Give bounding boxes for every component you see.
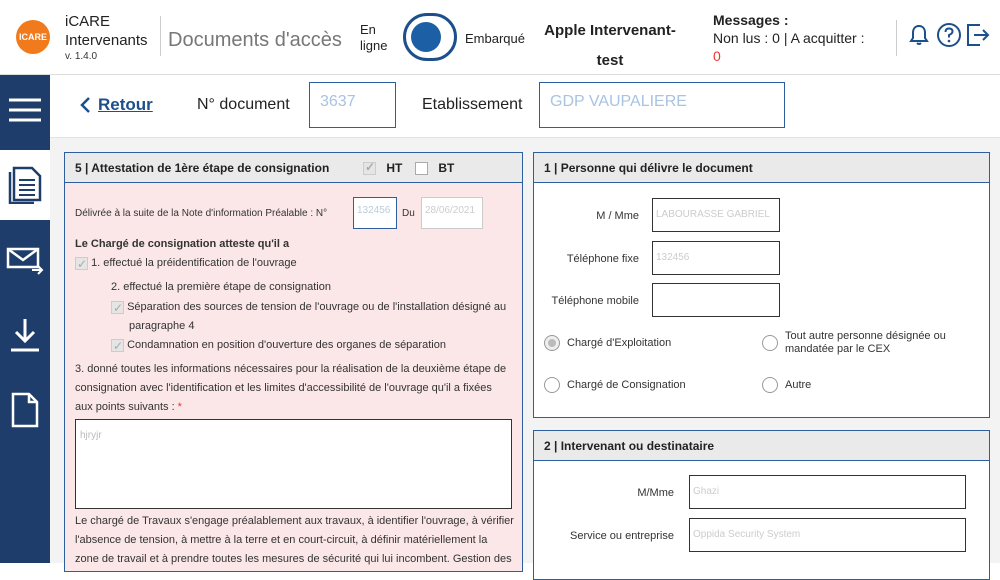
help-icon[interactable] — [936, 22, 962, 48]
divider — [896, 20, 897, 56]
main-content — [50, 75, 1000, 563]
item-1-label: 1. effectué la préidentification de l'ouvrage — [91, 257, 297, 269]
recipient-company-field[interactable]: Oppida Security System — [689, 518, 966, 552]
establishment-field[interactable]: GDP VAUPALIERE — [539, 82, 785, 128]
required-mark: * — [177, 401, 182, 413]
online-label — [360, 22, 387, 54]
back-label: Retour — [98, 95, 153, 114]
recipient-name-field[interactable]: Ghazi — [689, 475, 966, 509]
item-3-line1: 3. donné toutes les informations nécessaires pour la réalisation de la deuxième étape de — [75, 363, 507, 375]
user-name-line1: Apple Intervenant- — [544, 22, 676, 39]
bt-checkbox[interactable] — [415, 162, 428, 175]
mail-icon[interactable] — [0, 225, 50, 295]
sidebar — [0, 75, 50, 563]
user-name-line2: test — [596, 52, 624, 69]
ht-checkbox[interactable] — [363, 162, 376, 175]
item-3-line3-text: aux points suivants : — [75, 401, 175, 413]
item-2b-row — [111, 336, 446, 355]
issuer-mobile-label: Téléphone mobile — [551, 295, 639, 307]
note-number-field[interactable]: 132456 — [353, 197, 397, 229]
certify-heading: Le Chargé de consignation atteste qu'il a — [75, 238, 290, 250]
recipient-company-label: Service ou entreprise — [570, 530, 674, 542]
embarked-label: Embarqué — [465, 31, 525, 46]
ht-label: HT — [386, 161, 403, 175]
access-limits-textarea[interactable]: hjryjr — [75, 419, 512, 509]
doc-number-label: N° document — [197, 96, 290, 113]
file-icon[interactable] — [0, 375, 50, 445]
commitment-line1: Le chargé de Travaux s'engage préalablement aux travaux, à identifier l'ouvrage, à vérifier — [75, 515, 514, 527]
item-2b-checkbox[interactable] — [111, 339, 124, 352]
radio-other-designated[interactable] — [762, 335, 778, 351]
section-5-header — [65, 153, 522, 183]
doc-number-field[interactable]: 3637 — [309, 82, 396, 128]
toggle-knob — [411, 22, 441, 52]
user-name — [520, 16, 700, 76]
item-1-checkbox[interactable] — [75, 257, 88, 270]
menu-icon[interactable] — [0, 75, 50, 145]
issuer-mobile-field[interactable] — [652, 283, 780, 317]
online-embarked-toggle[interactable] — [403, 13, 457, 61]
item-2b-label: Condamnation en position d'ouverture des organes de séparation — [127, 339, 446, 351]
issuer-phone-field[interactable]: 132456 — [652, 241, 780, 275]
logout-icon[interactable] — [965, 22, 991, 48]
document-icon[interactable] — [0, 150, 50, 220]
radio-autre-label: Autre — [785, 379, 812, 391]
item-2a-row — [111, 298, 506, 317]
app-version: v. 1.4.0 — [65, 51, 98, 62]
divider — [160, 16, 161, 56]
app-name-line1: iCARE — [65, 13, 111, 30]
item-2-label: 2. effectué la première étape de consignation — [111, 281, 331, 293]
download-icon[interactable] — [0, 300, 50, 370]
delivered-text: Délivrée à la suite de la Note d'information Préalable : N° — [75, 208, 328, 219]
commitment-line2: l'absence de tension, à mettre à la terre et en court-circuit, à définir matériellement la — [75, 534, 488, 546]
bell-icon[interactable] — [906, 22, 932, 48]
section-5-attestation — [64, 152, 523, 572]
issuer-name-field[interactable]: LABOURASSE GABRIEL — [652, 198, 780, 232]
radio-other-designated-label-line2: mandatée par le CEX — [785, 343, 891, 355]
messages-summary[interactable] — [713, 11, 865, 65]
section-1-header: 1 | Personne qui délivre le document — [534, 153, 989, 183]
messages-to-ack-count: 0 — [713, 48, 721, 64]
bt-label: BT — [438, 161, 455, 175]
item-3-text — [75, 360, 515, 417]
section-2-recipient — [533, 430, 990, 580]
app-name — [65, 12, 148, 50]
section-5-title: 5 | Attestation de 1ère étape de consignation — [75, 161, 330, 175]
commitment-line3: zone de travail et à prendre toutes les mesures de sécurité qui lui incombent. Gestion des — [75, 553, 512, 565]
item-1-row — [75, 254, 297, 273]
item-2a-label: Séparation des sources de tension de l'ouvrage ou de l'installation désigné au — [127, 301, 507, 313]
du-label: Du — [402, 208, 415, 219]
section-1-issuer — [533, 152, 990, 418]
item-3-line3 — [75, 398, 515, 417]
issuer-name-label: M / Mme — [596, 210, 639, 222]
recipient-name-label: M/Mme — [637, 487, 674, 499]
establishment-label: Etablissement — [422, 96, 523, 113]
online-label-line2: ligne — [360, 38, 388, 53]
note-date-field[interactable]: 28/06/2021 — [421, 197, 483, 229]
top-bar — [0, 0, 1000, 75]
issuer-phone-label: Téléphone fixe — [566, 253, 639, 265]
app-logo: ICARE — [16, 20, 50, 54]
online-label-line1: En — [360, 22, 376, 37]
radio-charge-exploitation[interactable] — [544, 335, 560, 351]
app-name-line2: Intervenants — [65, 32, 148, 49]
chevron-left-icon — [78, 96, 92, 114]
commitment-text — [75, 512, 515, 569]
page-title: Documents d'accès — [168, 29, 342, 51]
messages-status: Non lus : 0 | A acquitter : — [713, 30, 865, 46]
radio-other-designated-label-line1: Tout autre personne désignée ou — [785, 330, 946, 342]
radio-other-designated-label — [785, 330, 965, 356]
radio-charge-consignation[interactable] — [544, 377, 560, 393]
back-button[interactable] — [78, 95, 153, 115]
radio-autre[interactable] — [762, 377, 778, 393]
radio-charge-exploitation-label: Chargé d'Exploitation — [567, 337, 672, 349]
item-2a-checkbox[interactable] — [111, 301, 124, 314]
document-bar — [50, 75, 1000, 138]
section-2-header: 2 | Intervenant ou destinataire — [534, 431, 989, 461]
radio-charge-consignation-label: Chargé de Consignation — [567, 379, 686, 391]
item-2a-label-cont: paragraphe 4 — [129, 320, 195, 332]
item-3-line2: consignation avec l'identification et les limites d'accessibilité de l'ouvrage qu'il a fixées — [75, 382, 492, 394]
messages-title: Messages : — [713, 12, 789, 28]
